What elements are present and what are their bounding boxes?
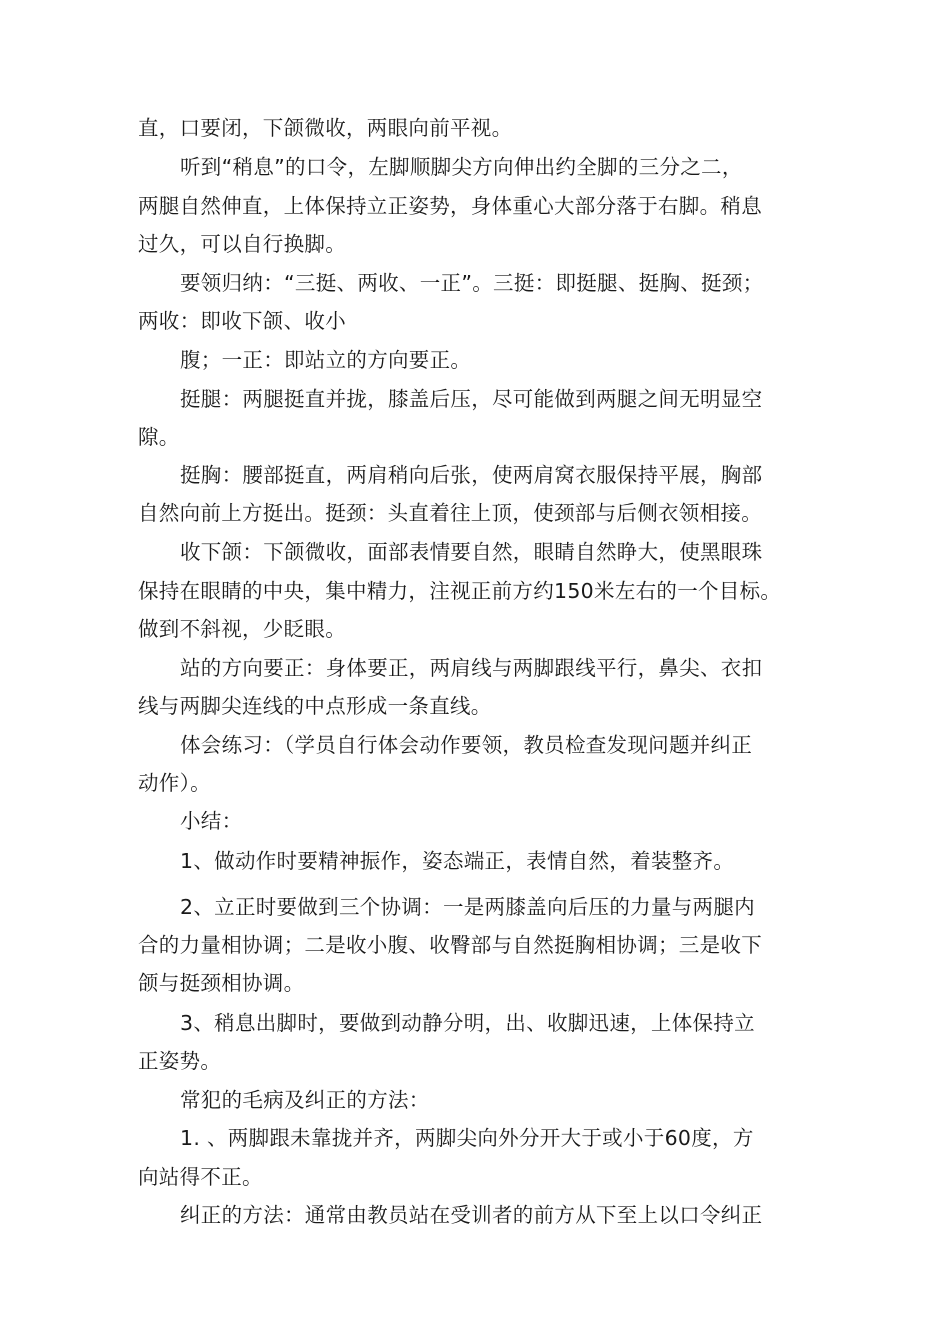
paragraph-line: 自然向前上方挺出。挺颈：头直着往上顶，使颈部与后侧衣领相接。 bbox=[138, 501, 762, 525]
paragraph-line: 收下颌：下颌微收，面部表情要自然，眼睛自然睁大，使黑眼珠 bbox=[180, 540, 763, 564]
list-item: 1. 、两脚跟未靠拢并齐，两脚尖向外分开大于或小于60度，方 bbox=[180, 1126, 754, 1150]
paragraph-line: 隙。 bbox=[138, 425, 180, 449]
paragraph-line: 直，口要闭，下颌微收，两眼向前平视。 bbox=[138, 116, 513, 140]
paragraph-line: 做到不斜视，少眨眼。 bbox=[138, 617, 346, 641]
paragraph-line: 要领归纳：“三挺、两收、一正”。三挺：即挺腿、挺胸、挺颈； bbox=[180, 271, 764, 295]
paragraph-line: 两收：即收下颌、收小 bbox=[138, 309, 346, 333]
paragraph-line: 颌与挺颈相协调。 bbox=[138, 971, 305, 995]
list-item: 3、稍息出脚时，要做到动静分明，出、收脚迅速，上体保持立 bbox=[180, 1011, 755, 1035]
paragraph-line: 线与两脚尖连线的中点形成一条直线。 bbox=[138, 694, 492, 718]
paragraph-line: 保持在眼睛的中央，集中精力，注视正前方约150米左右的一个目标。 bbox=[138, 579, 782, 603]
paragraph-line: 站的方向要正：身体要正，两肩线与两脚跟线平行，鼻尖、衣扣 bbox=[180, 656, 763, 680]
paragraph-line: 体会练习：（学员自行体会动作要领，教员检查发现问题并纠正 bbox=[180, 733, 753, 757]
paragraph-line: 听到“稍息”的口令，左脚顺脚尖方向伸出约全脚的三分之二， bbox=[180, 155, 743, 179]
paragraph-line: 正姿势。 bbox=[138, 1049, 222, 1073]
paragraph-line: 纠正的方法：通常由教员站在受训者的前方从下至上以口令纠正 bbox=[180, 1203, 763, 1227]
paragraph-line: 动作）。 bbox=[138, 771, 211, 795]
list-item: 2、立正时要做到三个协调：一是两膝盖向后压的力量与两腿内 bbox=[180, 895, 755, 919]
section-heading: 常犯的毛病及纠正的方法： bbox=[180, 1088, 430, 1112]
paragraph-line: 向站得不正。 bbox=[138, 1165, 263, 1189]
paragraph-line: 挺胸：腰部挺直，两肩稍向后张，使两肩窝衣服保持平展，胸部 bbox=[180, 463, 763, 487]
paragraph-line: 两腿自然伸直，上体保持立正姿势，身体重心大部分落于右脚。稍息 bbox=[138, 194, 762, 218]
paragraph-line: 腹；一正：即站立的方向要正。 bbox=[180, 348, 472, 372]
list-item: 1、做动作时要精神振作，姿态端正，表情自然，着装整齐。 bbox=[180, 849, 735, 873]
section-heading: 小结： bbox=[180, 809, 243, 833]
paragraph-line: 挺腿：两腿挺直并拢，膝盖后压，尽可能做到两腿之间无明显空 bbox=[180, 387, 763, 411]
paragraph-line: 合的力量相协调；二是收小腹、收臀部与自然挺胸相协调；三是收下 bbox=[138, 933, 762, 957]
paragraph-line: 过久，可以自行换脚。 bbox=[138, 232, 346, 256]
